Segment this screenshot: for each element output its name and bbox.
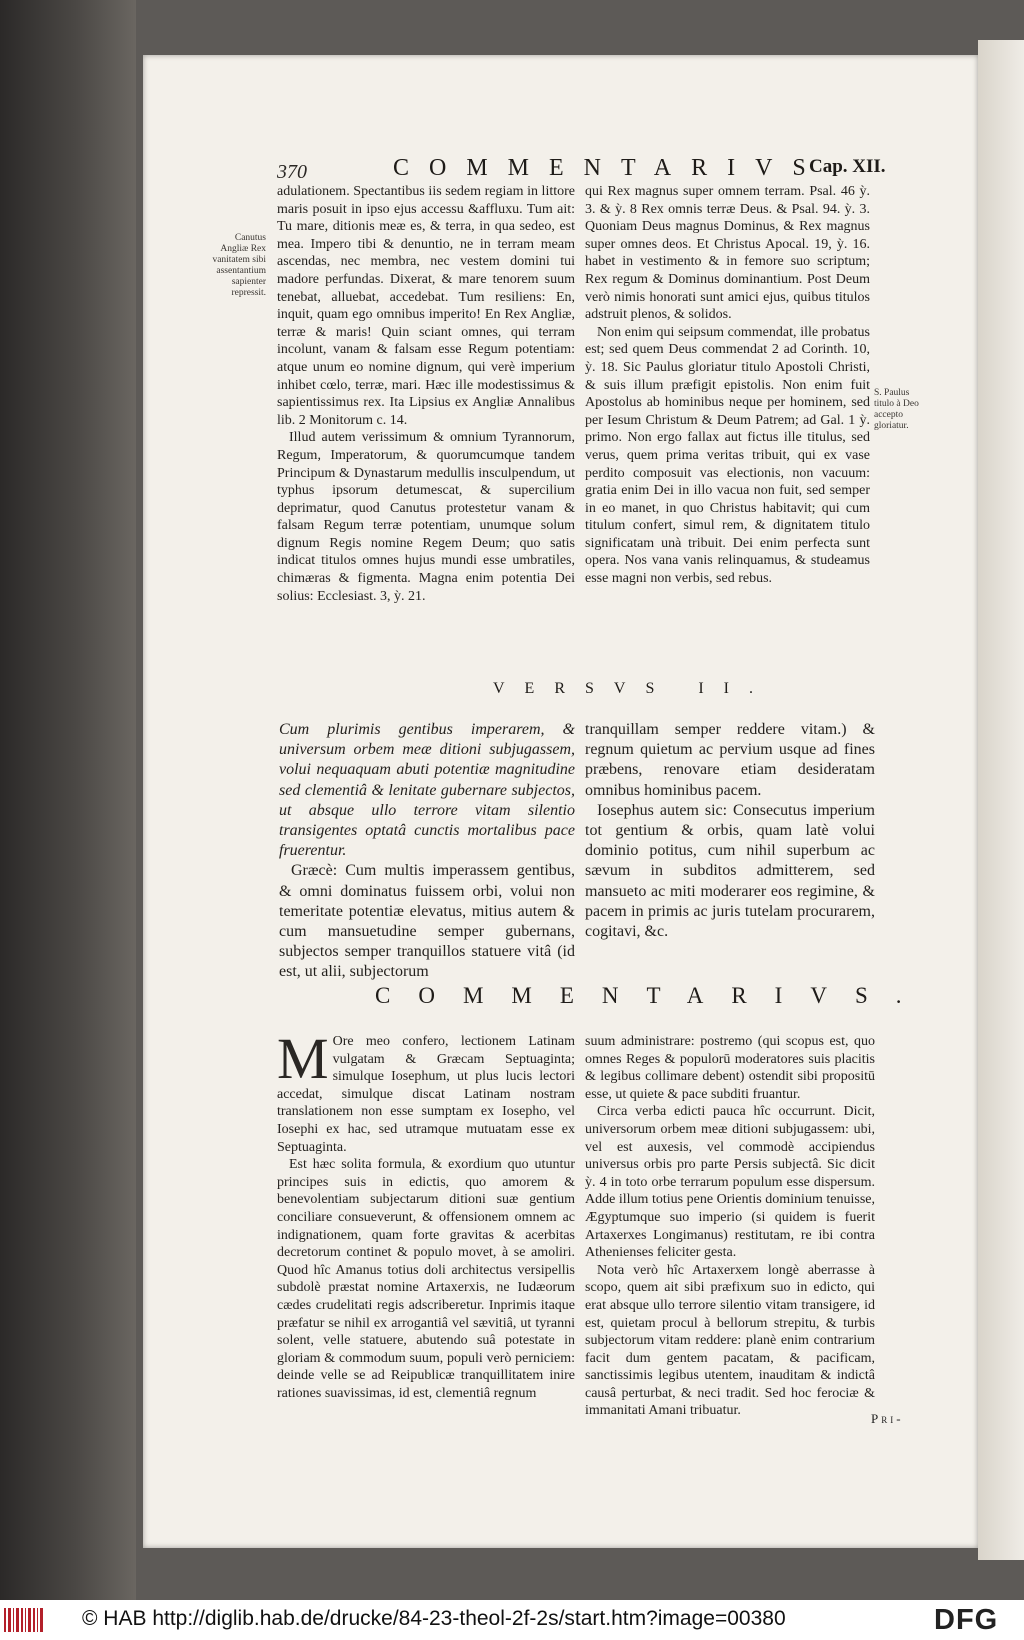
versus-heading-text: VERSVS II. bbox=[493, 680, 774, 697]
verse-right-column bbox=[585, 720, 875, 942]
paragraph: suum administrare: postremo (qui scopus est, quo omnes Reges & populorū moderatores suis placitis & legibus collimare debent) ostendit sibi propositū esse, ut quiete & pace subditi fruantur. bbox=[585, 1034, 875, 1102]
commentary-right-column bbox=[585, 1033, 875, 1420]
verse-greek: Græcè: Cum multis imperassem gentibus, & omni dominatus fuissem orbi, volui non temeritate potentiæ elevatus, mitius autem & cum mansuetudine semper gubernans, subjectos semper tranquillos statuere vitâ (id est, ut alii, subjectorum bbox=[279, 862, 575, 981]
top-right-column bbox=[585, 183, 870, 588]
page-number: 370 bbox=[277, 161, 307, 183]
margin-note-paulus: S. Paulus titulo à Deo accepto gloriatur. bbox=[874, 388, 919, 431]
paragraph: Non enim qui seipsum commendat, ille probatus est; sed quem Deus commendat 2 ad Corinth. 10, ỳ. 18. Sic Paulus gloriatur titulo Apostoli Christi, & suis illum præfigit epistolis. Non enim fuit Apostolus ab hominibus neque per hominem, sed per Iesum Christum & Deum Patrem; ad Gal. 1 ỳ. primo. Non ergo fallax aut fictus ille titulus, sed verus, quem prima veritas tribuit, qui ex vase perdito composuit vas electionis, non vacuum: gratia enim Dei in illo vacua non fuit, sed semper in eo manet, in quo Christus habitavit; qui cum titulum confert, simul rem, & dignitatem titulo significatam unà tribuit. Dei enim perfecta sunt opera. Nos vana vanis relinquamus, & studeamus esse magni non verbis, sed rebus. bbox=[585, 324, 870, 587]
paragraph: Est hæc solita formula, & exordium quo utuntur principes suis in edictis, quo amorem & benevolentiam subjectarum ditioni suæ gentium conciliare consueverunt, & offensionem omnem ac indignationem, quam forte gravitas & acerbitas decretorum continet & populo movet, à se amoliri. Quod hîc Amanus totius doli architectus versipellis subdolè præstat nomine Artaxerxis, ne Iudæorum cædes crudelitati regis adscriberetur. Inprimis itaque præfatur se nihil ex arrogantiâ vel sævitiâ, ut tyranni solent, velle statuere, abutendo suâ potestate in gloriam & commodum suum, populi verò perniciem: deinde velle se ad Reipublicæ tranquillitatem inire rationes suavissimas, id est, clementiâ regnum bbox=[277, 1157, 575, 1401]
dfg-logo: DFG bbox=[934, 1604, 999, 1636]
paragraph: tranquillam semper reddere vitam.) & regnum quietum ac pervium usque ad fines præbens, renovare etiam desideratam omnibus hominibus pacem. bbox=[585, 721, 875, 799]
barcode-icon bbox=[4, 1606, 46, 1634]
book-page bbox=[143, 55, 978, 1548]
commentarius-heading bbox=[143, 983, 978, 1017]
running-title: COMMENTARIVS bbox=[393, 155, 826, 181]
versus-heading bbox=[143, 680, 978, 704]
verse-latin: Cum plurimis gentibus imperarem, & universum orbem meæ ditioni subjugassem, volui nequaquam abuti potentiæ magnitudine sed clementiâ & lenitate gubernare subjectos, ut absque ullo terrore vitam silentio transigentes optatâ cunctis mortalibus pace fruerentur. bbox=[279, 721, 575, 860]
paragraph: Nota verò hîc Artaxerxem longè aberrasse à scopo, quem ait sibi præfixum suo in edicto, qui erat absque ullo terrore silentio vitam transigere, id est, quietam procul à bellorum strepitu, & turbis subjectorum vitam reddere: planè enim contrarium facit dum gentem pacatam, & pacificam, sanctissimis legibus utentem, inauditam & indictâ causâ perturbat, & neci tradit. Sed hoc ferociæ & immanitati Amani tribuatur. bbox=[585, 1262, 875, 1419]
drop-cap: M bbox=[277, 1026, 329, 1091]
paragraph: Ore meo confero, lectionem Latinam vulgatam & Græcam Septuaginta; simulque Iosephum, ut plus lucis lectori accedat, simulque discat Latinam nostram translationem non esse sumptam ex Iosepho, vel Iosephi ex hac, sed utramque mutuatam esse ex Septuaginta. bbox=[277, 1034, 575, 1155]
viewer-footer bbox=[0, 1600, 1024, 1640]
paragraph: Illud autem verissimum & omnium Tyrannorum, Regum, Imperatorum, & quorumcumque tandem Principum & Dynastarum medullis insculpendum, ut typhus ipsorum detumescat, & supercilium deprimatur, quod Canutus protestetur vanam & falsam Regum terræ potentiam, unumque solum dignum Regis nomine Regem Deum; quo satis indicat titulos omnes hujus mundi esse umbratiles, chimæras & figmenta. Magna enim potentia Dei solius: Ecclesiast. 3, ỳ. 21. bbox=[277, 430, 575, 604]
commentary-left-column bbox=[277, 1026, 575, 1402]
paragraph: Iosephus autem sic: Consecutus imperium tot gentium & orbis, quam latè volui dominio potitus, cum nihil superbum ac sævum in subditos admitterem, sed mansueto ac miti moderarer eos regimine, & pacem in primis ac juris tutelam procurarem, cogitavi, &c. bbox=[585, 801, 875, 941]
commentarius-heading-text: COMMENTARIVS. bbox=[375, 983, 930, 1008]
chapter-label: Cap. XII. bbox=[809, 156, 886, 177]
running-header bbox=[143, 153, 978, 183]
margin-note-canutus: Canutus Angliæ Rex vanitatem sibi assentantium sapienter repressit. bbox=[212, 233, 266, 298]
verse-left-column bbox=[279, 720, 575, 983]
book-binding-shadow bbox=[0, 0, 136, 1600]
catchword: Pri- bbox=[871, 1411, 904, 1426]
source-url[interactable]: © HAB http://diglib.hab.de/drucke/84-23-theol-2f-2s/start.htm?image=00380 bbox=[82, 1607, 786, 1630]
opposite-page-edge bbox=[978, 40, 1024, 1560]
paragraph: adulationem. Spectantibus iis sedem regiam in littore maris posuit in ipso ejus accessu &affluxu. Tum ait: Tu mare, ditionis meæ es, & terra, in qua sedeo, est mea. Impero tibi & denuntio, ne in terram meam ascendas, nec membra, nec vestem domini tui madore perfundas. Dixerat, & mare tenorem suum tenebat, alluebat, accedebat. Tum resiliens: En, inquit, quam ego omnibus imperito! En Rex Angliæ, terræ & maris! Quin sciant omnes, qui terram incolunt, vanam & falsam esse Regum potentiam: atque unum eo nomine dignum, qui verè imperium inhibet cœlo, terræ, mari. Hæc ille modestissimus & sapientissimus rex. Ita Lipsius ex Angliæ Annalibus lib. 2 Monitorum c. 14. bbox=[277, 184, 575, 428]
top-left-column bbox=[277, 183, 575, 605]
paragraph: qui Rex magnus super omnem terram. Psal. 46 ỳ. 3. & ỳ. 8 Rex omnis terræ Deus. & Psal. 94. ỳ. 3. Quoniam Deus magnus Dominus, & Rex magnus super omnes deos. Et Christus Apocal. 19, ỳ. 16. habet in vestimento & in femore suo scriptum; Rex regum & Dominus dominantium. Post Deum verò nimis honorati sunt amici ejus, quibus titulos adstruit plenos, & solidos. bbox=[585, 184, 870, 323]
paragraph: Circa verba edicti pauca hîc occurrunt. Dicit, universorum orbem meæ ditioni subjugassem: ubi, vel est auxesis, vel commodè accipiendus universus orbis pro parte Persis subjectâ. Sic dicit ỳ. 4 in toto orbe terrarum populum esse dispersum. Adde illum totius pene Orientis dominium tenuisse, Ægyptumque suo imperio (si quidem is fuerit Artaxerxes Longimanus) restitutam, re ibi contra Athenienses feliciter gesta. bbox=[585, 1104, 875, 1261]
